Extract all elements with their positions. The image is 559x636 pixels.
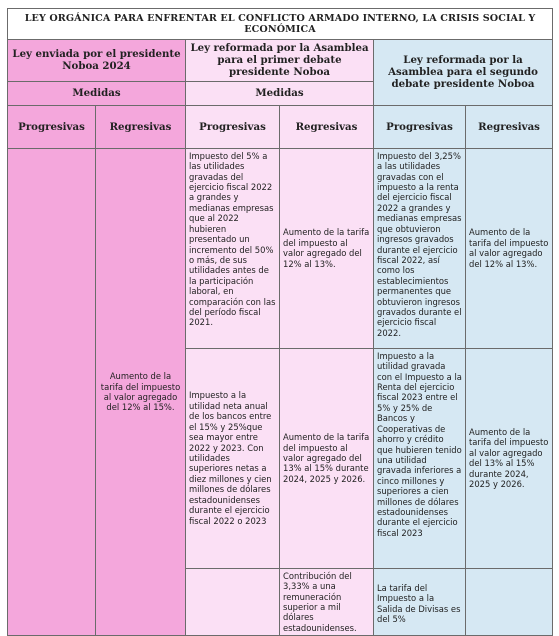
table-cell: Aumento de la tarifa del impuesto al valor agregado del 12% al 13%.: [280, 148, 374, 348]
table-cell: Impuesto del 3,25% a las utilidades gravadas con el impuesto a la renta del ejercicio fiscal 2022 a grandes y medianas empresas que obtuvieron ingresos gravados durante el ejercicio fiscal 2022, así como los establecimientos permanentes que obtuvieron ingresos gravados durante el ejercicio fiscal 2022.: [374, 148, 466, 348]
header-primer-debate: Ley reformada por la Asamblea para el primer debate presidente Noboa: [186, 40, 374, 82]
table-title: LEY ORGÁNICA PARA ENFRENTAR EL CONFLICTO ARMADO INTERNO, LA CRISIS SOCIAL Y ECONÓMICA: [8, 9, 553, 40]
header-segundo-debate: Ley reformada por la Asamblea para el segundo debate presidente Noboa: [374, 40, 553, 106]
progresivas-header-3: Progresivas: [374, 105, 466, 148]
table-cell: Contribución del 3,33% a una remuneración superior a mil dólares estadounidenses.: [280, 568, 374, 636]
progresivas-header-1: Progresivas: [8, 105, 96, 148]
table-cell: [466, 568, 553, 636]
regresivas-header-3: Regresivas: [466, 105, 553, 148]
enviada-regresivas-cell: Aumento de la tarifa del impuesto al valor agregado del 12% al 15%.: [96, 148, 186, 636]
table-cell: Impuesto del 5% a las utilidades gravadas del ejercicio fiscal 2022 a grandes y medianas empresas que al 2022 hubieren presentado un incremento del 50% o más, de sus utilidades antes de la participación laboral, en comparación con las del período fiscal 2021.: [186, 148, 280, 348]
comparison-table: [7, 8, 553, 636]
table-cell: Aumento de la tarifa del impuesto al valor agregado del 13% al 15% durante 2024, 2025 y 2026.: [466, 348, 553, 568]
medidas-label-2: Medidas: [186, 81, 374, 105]
progresivas-header-2: Progresivas: [186, 105, 280, 148]
table-cell: Impuesto a la utilidad gravada con el Impuesto a la Renta del ejercicio fiscal 2023 entre el 5% y 25% de Bancos y Cooperativas de ahorro y crédito que hubieren tenido una utilidad gravada inferiores a cinco millones y superiores a cien millones de dólares estadounidenses durante el ejercicio fiscal 2023: [374, 348, 466, 568]
table-cell: Aumento de la tarifa del impuesto al valor agregado del 12% al 13%.: [466, 148, 553, 348]
medidas-label-1: Medidas: [8, 81, 186, 105]
table-cell: Aumento de la tarifa del impuesto al valor agregado del 13% al 15% durante 2024, 2025 y 2026.: [280, 348, 374, 568]
table-cell: [186, 568, 280, 636]
table-cell: La tarifa del Impuesto a la Salida de Divisas es del 5%: [374, 568, 466, 636]
table-cell: Impuesto a la utilidad neta anual de los bancos entre el 15% y 25%que sea mayor entre 2022 y 2023. Con utilidades superiores netas a diez millones y cien millones de dólares estadounidenses durante el ejercicio fiscal 2022 o 2023: [186, 348, 280, 568]
regresivas-header-2: Regresivas: [280, 105, 374, 148]
enviada-progresivas-cell: [8, 148, 96, 636]
header-ley-enviada: Ley enviada por el presidente Noboa 2024: [8, 40, 186, 82]
regresivas-header-1: Regresivas: [96, 105, 186, 148]
